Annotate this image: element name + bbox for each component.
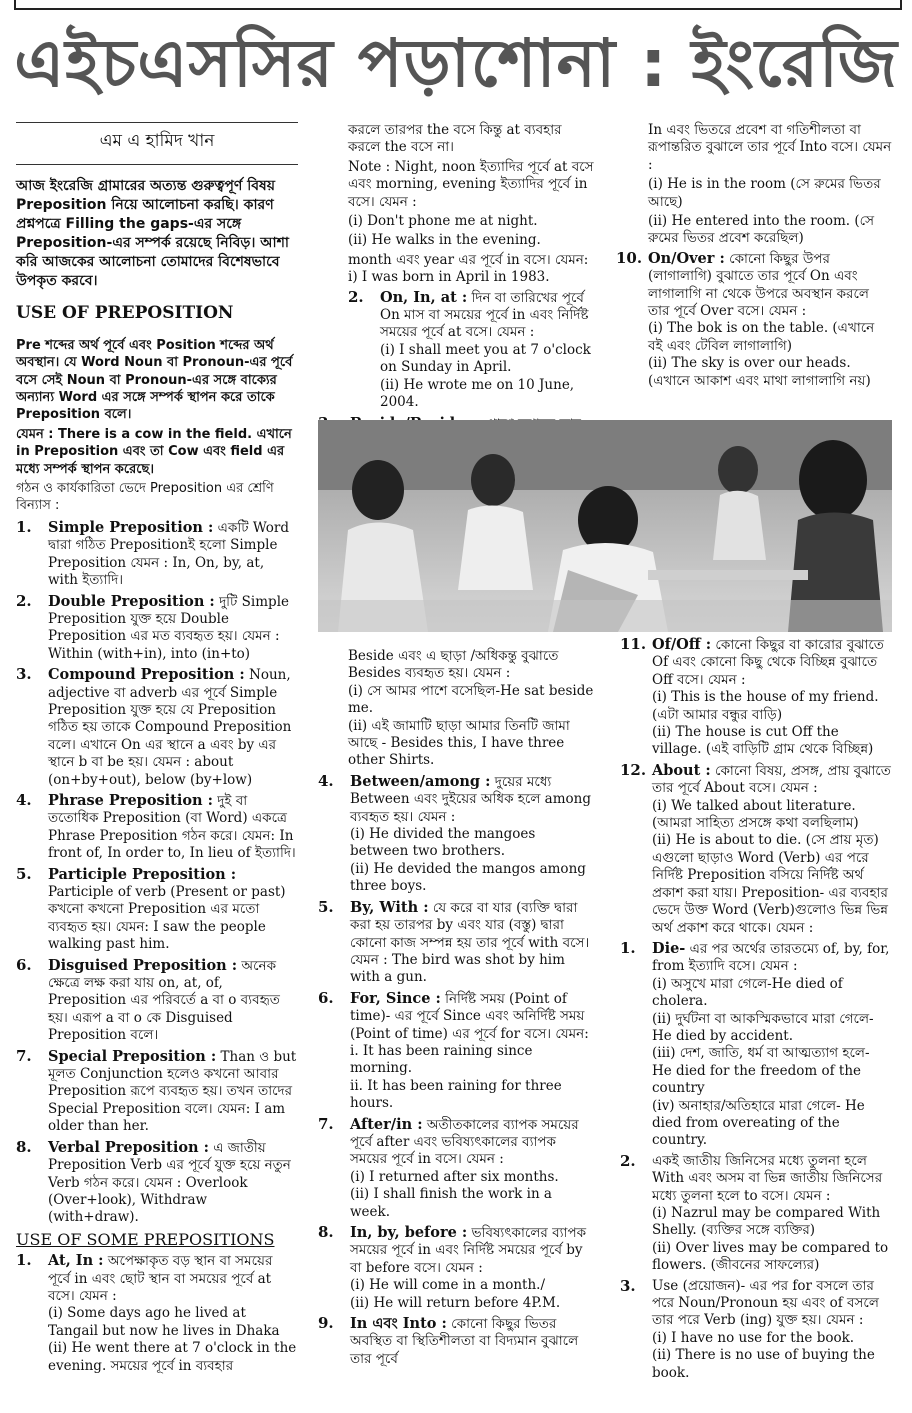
item-example: (ii) Over lives may be compared to flowers. (জীবনের সাফল্যের) xyxy=(652,1239,889,1274)
list-item xyxy=(16,1139,298,1227)
item-example: (i) He divided the mangoes between two brothers. xyxy=(350,826,536,860)
column-2-bottom xyxy=(318,648,594,1371)
list-item xyxy=(16,1048,298,1136)
list-item xyxy=(318,1224,594,1312)
item-term: Double Preposition : xyxy=(48,592,215,610)
item-example: ii. It has been raining for three hours. xyxy=(350,1077,562,1112)
item-body: যে করে বা যার (ব্যক্তি দ্বারা করা হয় তারপর by এবং যার (বস্তু) দ্বারা কোনো কাজ সম্পন্ন হয় তার পূর্বে with বসে। xyxy=(350,899,590,951)
item-example: (i) Nazrul may be compared With Shelly. (ব্যক্তির সঙ্গে ব্যক্তির) xyxy=(652,1205,881,1239)
besides-example-2: (ii) এই জামাটি ছাড়া আমার তিনটি জামা আছে - Besides this, I have three other Shirts. xyxy=(348,717,570,769)
column-2-top-paragraphs xyxy=(348,122,594,287)
item-number: 1. xyxy=(16,517,32,536)
list-item xyxy=(620,636,892,759)
item-body: কোনো কিছুর ভিতর অবস্থিত বা স্থিতিশীলতা বা বিদ্যমান বুঝালে তার পূর্বে xyxy=(350,1316,579,1367)
item-term: In এবং Into : xyxy=(350,1315,447,1333)
item-example: (i) This is the house of my friend. (এটা আমার বন্ধুর বাড়ি) xyxy=(652,689,879,723)
paragraph: In এবং ভিতরে প্রবেশ বা গতিশীলতা বা রূপান্তরিত বুঝালে তার পূর্বে Into বসে। যেমন : xyxy=(648,122,892,173)
item-example: (i) I returned after six months. xyxy=(350,1168,559,1185)
item-example: (iv) অনাহার/অতিহারে মারা গেলে- He died from overeating of the country. xyxy=(652,1097,865,1149)
item-term: Participle Preposition : xyxy=(48,865,237,883)
item-number: 8. xyxy=(16,1137,32,1156)
item-term: Disguised Preposition : xyxy=(48,956,238,974)
item-number: 6. xyxy=(318,988,334,1007)
classification-paragraph: গঠন ও কার্যকারিতা ভেদে Preposition এর শ্রেণি বিন্যাস : xyxy=(16,481,274,514)
intro-paragraph: আজ ইংরেজি গ্রামারের অত্যন্ত গুরুত্বপূর্ণ বিষয় Preposition নিয়ে আলোচনা করছি। কারণ প্রশ্নপত্রে Filling the gaps-এর সঙ্গে Preposition-এর সম্পর্ক রয়েছে নিবিড়। আশা করি আজকের আলোচনা তোমাদের বিশেষভাবে উপকৃত করবে। xyxy=(16,178,289,290)
item-body: দুয়ের মধ্যে Between এবং দুইয়ের অধিক হলে among ব্যবহৃত হয়। যেমন : xyxy=(350,773,591,825)
paragraph: (ii) He entered into the room. (সে রুমের ভিতর প্রবেশ করেছিল) xyxy=(648,213,874,247)
paragraph: করলে তারপর the বসে কিন্তু at ব্যবহার করলে the বসে না। xyxy=(348,122,562,156)
preposition-types-list xyxy=(16,519,298,1227)
item-term: Compound Preposition : xyxy=(48,666,245,684)
column-3-top-paragraphs xyxy=(648,122,892,248)
item-term: By, With : xyxy=(350,898,429,916)
item-number: 7. xyxy=(318,1114,334,1133)
item-example: (ii) He will return before 4P.M. xyxy=(350,1294,561,1311)
list-item xyxy=(318,773,594,896)
item-example: (ii) He went there at 7 o'clock in the evening. সময়ের পূর্বে in ব্যবহার xyxy=(48,1340,297,1374)
item-term: In, by, before : xyxy=(350,1224,468,1241)
list-item xyxy=(616,250,892,390)
column-1 xyxy=(16,122,298,1378)
paragraph: Note : Night, noon ইত্যাদির পূর্বে at বসে এবং morning, evening ইত্যাদির পূর্বে in বসে। যেমন : xyxy=(348,158,594,210)
list-item xyxy=(620,1278,892,1382)
item-number: 4. xyxy=(16,790,32,809)
item-example: এগুলো ছাড়াও Word (Verb) এর পরে নির্দিষ্ট Preposition বসিয়ে নির্দিষ্ট অর্থ প্রকাশ করা যায়। Preposition- এর ব্যবহার ভেদে উক্ত Word (Verb)গুলোও ভিন্ন ভিন্ন অর্থ প্রকাশ করে থাকে। যেমন : xyxy=(652,849,889,936)
item-term: Simple Preposition : xyxy=(48,518,214,536)
item-body: একই জাতীয় জিনিসের মধ্যে তুলনা হলে With এবং অসম বা ভিন্ন জাতীয় জিনিসের মধ্যে তুলনা হলে to বসে। যেমন : xyxy=(652,1152,883,1204)
item-term: About : xyxy=(652,761,711,779)
item-body: এর পর অর্থের তারতম্যে of, by, for, from ইত্যাদি বসে। যেমন : xyxy=(652,940,890,975)
item-number: 1. xyxy=(620,938,636,957)
item-body: অতীতকালের ব্যাপক সময়ের পূর্বে after এবং ভবিষ্যৎকালের ব্যাপক সময়ের পূর্বে in বসে। যেমন : xyxy=(350,1116,579,1168)
list-item xyxy=(16,866,298,954)
item-number: 5. xyxy=(318,897,334,916)
besides-example-1: (i) সে আমর পাশে বসেছিল-He sat beside me. xyxy=(348,682,594,717)
column-2-top xyxy=(348,122,594,453)
item-number: 2. xyxy=(16,591,32,610)
item-example: (i) I shall meet you at 7 o'clock on Sunday in April. xyxy=(380,341,591,376)
item-body: Than ও but মূলত Conjunction হলেও কখনো আবার Preposition রূপে ব্যবহৃত হয়। তখন তাদের Special Preposition বলে। যেমন: I am older than her. xyxy=(48,1048,297,1135)
item-number: 3. xyxy=(620,1276,636,1295)
item-example: (ii) He is about to die. (সে প্রায় মৃত) xyxy=(652,832,879,849)
list-item xyxy=(16,957,298,1045)
item-example: (iii) দেশ, জাতি, ধর্ম বা আত্মত্যাগ হলে- He died for the freedom of the country xyxy=(652,1045,870,1097)
list-item xyxy=(16,1252,298,1375)
item-term: For, Since : xyxy=(350,989,441,1007)
list-item xyxy=(318,899,594,987)
item-term: Between/among : xyxy=(350,772,491,790)
item-body: Use (প্রয়োজন)- এর পর for বসলে তার পরে Noun/Pronoun হয় এবং of বসলে তার পরে Verb (ing) যুক্ত হয়। যেমন : xyxy=(652,1277,879,1329)
example-paragraph: যেমন : There is a cow in the field. এখানে in Preposition এবং তা Cow এবং field এর মধ্যে সম্পর্ক স্থাপন করেছে। xyxy=(16,426,292,477)
paragraph: (i) Don't phone me at night. xyxy=(348,213,538,230)
item-term: Die- xyxy=(652,939,686,957)
item-body: দুটি Simple Preposition যুক্ত হয়ে Double Preposition এর মত ব্যবহৃত হয়। যেমন : Within (with+in), into (in+to) xyxy=(48,593,289,662)
masthead-title: এইচএসসির পড়াশোনা : ইংরেজি xyxy=(14,25,898,102)
item-number: 3. xyxy=(16,665,32,684)
item-example: (ii) There is no use of buying the book. xyxy=(652,1347,875,1381)
item-term: Verbal Preposition : xyxy=(48,1138,209,1156)
list-item xyxy=(16,792,298,863)
item-number: 2. xyxy=(348,287,364,306)
list-item xyxy=(620,762,892,937)
item-number: 12. xyxy=(620,760,647,779)
item-body: দুই বা ততোধিক Preposition (বা Word) একত্রে Phrase Preposition গঠন করে। যেমন: In front of, In order to, In lieu of ইত্যাদি। xyxy=(48,792,296,862)
item-body: Noun, adjective বা adverb এর পূর্বে Simple Preposition যুক্ত হয়ে যে Preposition গঠিত হয় তাকে Compound Preposition বলে। এখানে On এর স্থানে a এবং by এর স্থানে b বা be হয়। যেমন : about (on+by+out), below (by+low) xyxy=(48,667,292,788)
paragraph: month এবং year এর পূর্বে in বসে। যেমন: i) I was born in April in 1983. xyxy=(348,251,589,286)
item-term: On/Over : xyxy=(648,249,725,267)
list-item xyxy=(16,666,298,789)
list-item xyxy=(318,1315,594,1368)
list-item xyxy=(620,1153,892,1275)
item-example: (ii) I shall finish the work in a week. xyxy=(350,1186,552,1220)
item-term: On, In, at : xyxy=(380,288,468,306)
item-body: দিন বা তারিখের পূর্বে On মাস বা সময়ের পূর্বে in এবং নির্দিষ্ট সময়ের পূর্বে at বসে। যেমন : xyxy=(380,289,589,341)
item-number: 11. xyxy=(620,635,647,653)
item-number: 5. xyxy=(16,864,32,883)
item-number: 10. xyxy=(616,248,643,267)
item-example: (i) We talked about literature. (আমরা সাহিত্য প্রসঙ্গে কথা বলছিলাম) xyxy=(652,797,859,832)
author-byline: এম এ হামিদ খান xyxy=(16,122,298,165)
item-term: At, In : xyxy=(48,1252,104,1270)
item-example: (ii) The sky is over our heads. (এখানে আকাশ এবং মাথা লাগালাগি নয়) xyxy=(648,355,871,389)
column-3-list xyxy=(620,636,892,1382)
list-item xyxy=(16,593,298,664)
item-example: (i) অসুখে মারা গেলে-He died of cholera. xyxy=(652,975,843,1010)
item-body: এ জাতীয় Preposition Verb এর পূর্বে যুক্ত হয়ে নতুন Verb গঠন করে। যেমন : Overlook (Over+look), Withdraw (with+draw). xyxy=(48,1139,291,1226)
list-item xyxy=(318,990,594,1113)
item-body: কোনো কিছুর বা কারোর বুঝাতে Of এবং কোনো কিছু থেকে বিচ্ছিন্ন বুঝাতে Off বসে। যেমন : xyxy=(652,637,884,688)
heading-use-of-some-prepositions: USE OF SOME PREPOSITIONS xyxy=(16,1229,275,1249)
item-example: (ii) The house is cut Off the village. (এই বাড়িটি গ্রাম থেকে বিচ্ছিন্ন) xyxy=(652,724,874,758)
item-body: নির্দিষ্ট সময় (Point of time)- এর পূর্বে Since এবং অনির্দিষ্ট সময় (Point of time) এর পূর্বে for বসে। যেমন: xyxy=(350,990,589,1042)
item-number: 8. xyxy=(318,1223,334,1241)
item-number: 7. xyxy=(16,1046,32,1065)
item-example: (ii) He devided the mangos among three boys. xyxy=(350,860,586,895)
item-body: ভবিষ্যৎকালের ব্যাপক সময়ের পূর্বে in এবং নির্দিষ্ট সময়ের পূর্বে by বা before বসে। যেমন : xyxy=(350,1225,587,1276)
item-number: 2. xyxy=(620,1151,636,1170)
students-photo-image xyxy=(318,420,892,632)
item-body: কোনো কিছুর উপর (লাগালাগি) বুঝাতে তার পূর্বে On এবং লাগালাগি না থেকে উপরে অবস্থান করলে তার পূর্বে Over বসে। যেমন : xyxy=(648,250,869,320)
item-body: একটি Word দ্বারা গঠিত Prepositionই হলো Simple Preposition যেমন : In, On, by, at, with ইত্যাদি। xyxy=(48,519,290,589)
item-body: অনেক ক্ষেত্রে লক্ষ করা যায় on, at, of, Preposition এর পরিবর্তে a বা o ব্যবহৃত হয়। এরূপ a বা o কে Disguised Preposition বলে। xyxy=(48,957,280,1044)
paragraph: (ii) He walks in the evening. xyxy=(348,232,541,249)
besides-paragraph: Beside এবং এ ছাড়া /অধিকন্তু বুঝাতে Besides ব্যবহৃত হয়। যেমন : xyxy=(348,648,559,682)
item-term: After/in : xyxy=(350,1115,423,1133)
item-body: Participle of verb (Present or past) কখনো কখনো Preposition এর মতো ব্যবহৃত হয়। যেমন: I saw the people walking past him. xyxy=(48,884,286,953)
exam-hall-photo xyxy=(318,420,892,632)
item-body: অপেক্ষাকৃত বড় স্থান বা সময়ের পূর্বে in এবং ছোট স্থান বা সময়ের পূর্বে at বসে। যেমন : xyxy=(48,1253,273,1304)
item-number: 9. xyxy=(318,1314,334,1333)
column-2-list xyxy=(318,773,594,1368)
item-example: (i) I have no use for the book. xyxy=(652,1329,855,1346)
list-item xyxy=(620,940,892,1150)
definition-paragraph: Pre শব্দের অর্থ পূর্বে এবং Position শব্দের অর্থ অবস্থান। যে Word Noun বা Pronoun-এর পূর্বে বসে সেই Noun বা Pronoun-এর সঙ্গে বাক্যের অন্যান্য Word এর সঙ্গে সম্পর্ক স্থাপন করে তাকে Preposition বলে। xyxy=(16,337,293,423)
heading-use-of-preposition: USE OF PREPOSITION xyxy=(16,303,234,324)
item-example: (i) Some days ago he lived at Tangail but now he lives in Dhaka xyxy=(48,1305,280,1339)
item-number: 6. xyxy=(16,955,32,974)
item-example: (ii) দুর্ঘটনা বা আকস্মিকভাবে মারা গেলে-He died by accident. xyxy=(652,1010,874,1044)
item-body: কোনো বিষয়, প্রসঙ্গ, প্রায় বুঝাতে তার পূর্বে About বসে। যেমন : xyxy=(652,762,891,797)
top-border xyxy=(14,0,902,10)
column-3-top xyxy=(616,122,892,393)
item-example: (i) The bok is on the table. (এখানে বই এবং টেবিল লাগালাগি) xyxy=(648,320,875,354)
list-item xyxy=(348,289,594,412)
list-item xyxy=(318,1116,594,1221)
item-term: Special Preposition : xyxy=(48,1047,217,1065)
item-term: Phrase Preposition : xyxy=(48,791,213,809)
item-example: (i) He will come in a month./ xyxy=(350,1277,545,1294)
item-example: যেমন : The bird was shot by him with a gun. xyxy=(350,951,565,986)
list-item xyxy=(16,519,298,590)
item-example: (ii) He wrote me on 10 June, 2004. xyxy=(380,376,575,411)
column-3-bottom xyxy=(620,636,892,1385)
item-example: i. It has been raining since morning. xyxy=(350,1042,533,1077)
paragraph: (i) He is in the room (সে রুমের ভিতর আছে) xyxy=(648,176,881,210)
item-number: 1. xyxy=(16,1251,32,1270)
item-number: 4. xyxy=(318,771,334,790)
item-term: Of/Off : xyxy=(652,636,712,653)
